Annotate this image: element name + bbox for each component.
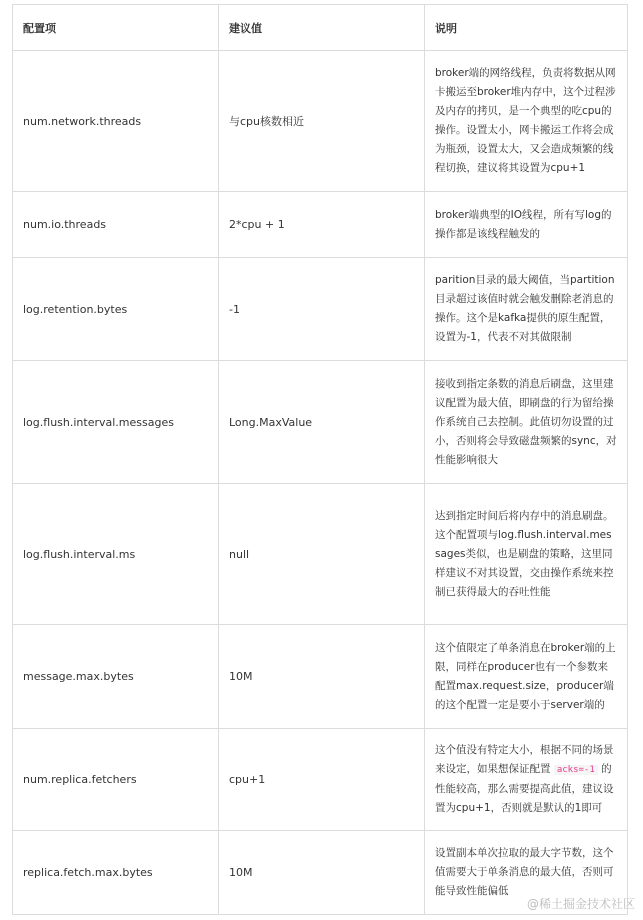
watermark: @稀土掘金技术社区 bbox=[526, 897, 635, 911]
config-description: broker端的网络线程，负责将数据从网卡搬运至broker堆内存中，这个过程涉及内存的拷贝，是一个典型的吃cpu的操作。设置太小，网卡搬运工作将会成为瓶颈，设置太大，又会造成频繁的线程切换，建议将其设置为cpu+1 bbox=[425, 51, 628, 192]
inline-code: acks=-1 bbox=[554, 765, 598, 775]
table-header-row bbox=[13, 5, 628, 51]
header-description: 说明 bbox=[425, 5, 628, 51]
config-key: log.flush.interval.ms bbox=[13, 484, 219, 625]
table-row bbox=[13, 51, 628, 192]
config-description: 这个值限定了单条消息在broker端的上限，同样在producer也有一个参数来配置max.request.size，producer端的这个配置一定是要小于server端的 bbox=[425, 625, 628, 729]
table-row bbox=[13, 361, 628, 484]
config-description: 接收到指定条数的消息后刷盘，这里建议配置为最大值，即刷盘的行为留给操作系统自己去控制。此值切勿设置的过小，否则将会导致磁盘频繁的sync，对性能影响很大 bbox=[425, 361, 628, 484]
config-description: 达到指定时间后将内存中的消息刷盘。这个配置项与log.flush.interval.messages类似，也是刷盘的策略，这里同样建议不对其设置，交由操作系统来控制已获得最大的吞吐性能 bbox=[425, 484, 628, 625]
table-row bbox=[13, 192, 628, 258]
config-value: 10M bbox=[219, 625, 425, 729]
config-key: num.io.threads bbox=[13, 192, 219, 258]
table-row bbox=[13, 729, 628, 831]
config-description bbox=[425, 729, 628, 831]
header-config-item: 配置项 bbox=[13, 5, 219, 51]
config-value: Long.MaxValue bbox=[219, 361, 425, 484]
config-key: message.max.bytes bbox=[13, 625, 219, 729]
description-text: 的性能较高，那么需要提高此值，建议设置为cpu+1，否则就是默认的1即可 bbox=[435, 763, 614, 814]
header-suggested-value: 建议值 bbox=[219, 5, 425, 51]
config-key: log.flush.interval.messages bbox=[13, 361, 219, 484]
config-value: 10M bbox=[219, 831, 425, 915]
config-table bbox=[12, 4, 628, 915]
config-value: 2*cpu + 1 bbox=[219, 192, 425, 258]
config-description: 设置副本单次拉取的最大字节数，这个值需要大于单条消息的最大值，否则可能导致性能偏低 bbox=[425, 831, 628, 915]
table-row bbox=[13, 484, 628, 625]
config-key: replica.fetch.max.bytes bbox=[13, 831, 219, 915]
config-key: log.retention.bytes bbox=[13, 258, 219, 361]
table-row bbox=[13, 258, 628, 361]
config-value: -1 bbox=[219, 258, 425, 361]
config-value: 与cpu核数相近 bbox=[219, 51, 425, 192]
table-row bbox=[13, 625, 628, 729]
config-value: cpu+1 bbox=[219, 729, 425, 831]
config-value: null bbox=[219, 484, 425, 625]
config-key: num.replica.fetchers bbox=[13, 729, 219, 831]
config-description: broker端典型的IO线程，所有写log的操作都是该线程触发的 bbox=[425, 192, 628, 258]
description-text: 这个值没有特定大小，根据不同的场景来设定，如果想保证配置 bbox=[435, 744, 614, 775]
config-key: num.network.threads bbox=[13, 51, 219, 192]
config-description: parition目录的最大阈值，当partition目录超过该值时就会触发删除老消息的操作。这个是kafka提供的原生配置，设置为-1，代表不对其做限制 bbox=[425, 258, 628, 361]
